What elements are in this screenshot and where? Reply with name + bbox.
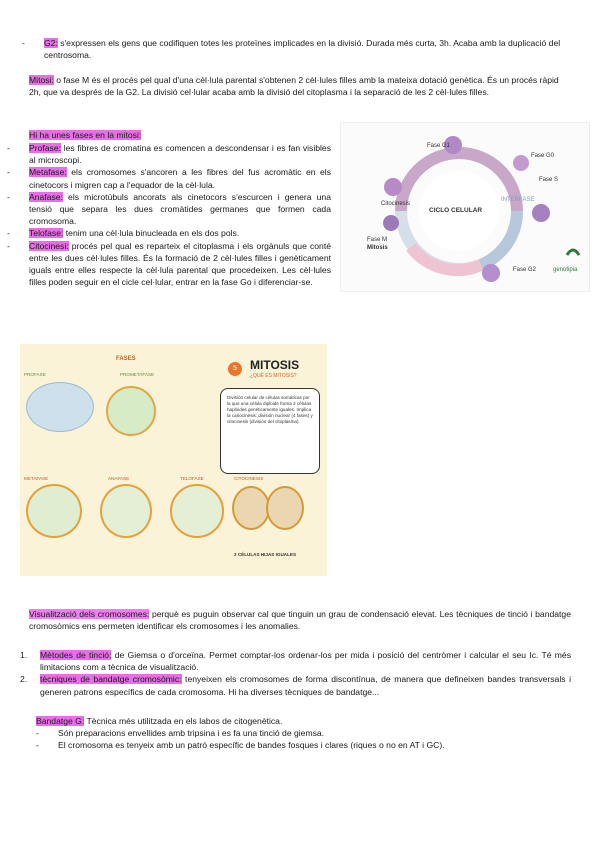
fases-heading-text: Hi ha unes fases en la mitosi:: [29, 130, 142, 140]
cell-s-icon: [532, 204, 550, 222]
phase-item: [29, 191, 331, 228]
g2-text: s'expressen els gens que codifiquen totes les proteïnes implicades en la divisió. Durada més curta, 3h. Acaba amb la duplicació del centrosoma.: [44, 38, 561, 61]
mitosis-prometafase-label: PROMETAFASE: [120, 372, 155, 377]
mitosis-result-label: 2 CÉLULAS HIJAS IGUALES: [234, 552, 297, 557]
cell-g0-icon: [513, 155, 529, 171]
cycle-s-label: Fase S: [539, 177, 559, 183]
cycle-g1-label: Fase G1: [427, 143, 451, 149]
mitosis-fases-label: FASES: [116, 356, 136, 362]
phase-text: tenim una cèl·lula binucleada en els dos pols.: [63, 228, 240, 239]
phase-item: [29, 166, 331, 190]
telofase-cell: [170, 484, 224, 538]
cycle-citocinesis-label: Citocinesis: [381, 201, 411, 207]
phase-term: Anafase:: [29, 191, 63, 202]
citocinesis-cell-a: [232, 486, 270, 530]
mitosis-anafase-label: ANAFASE: [108, 476, 130, 481]
brand-logo-icon: [567, 250, 579, 255]
method-text: tenyeixen els cromosomes de forma discontínua, de manera que defineixen bandes transversals i generen patrons específics de cada cromosoma. Hi ha diverses tècniques de bandatge...: [40, 674, 571, 697]
phase-term: Telofase:: [29, 228, 64, 239]
mitosis-title: MITOSIS: [250, 358, 300, 372]
cycle-arc-g2: [411, 247, 481, 270]
bandatge-g-term: Bandatge G:: [36, 716, 85, 726]
cycle-m-label: Fase M: [367, 237, 388, 243]
phase-text: procés pel qual es reparteix el citoplasma i els orgànuls que conté entre les dues cèl·lules filles. És la formació de 2 cèl·lules filles i genèticament iguals entre elles respecte la cèl·lula parental que procedeixen. Les cèl·lules filles poden seguir en el cicle cel·lular, entrar en la fase Go i diferenciar-se.: [29, 240, 331, 288]
method-term: tècniques de bandatge cromosòmic:: [40, 674, 182, 685]
bandatge-g-line: [36, 715, 556, 727]
mitosi-paragraph: [29, 74, 569, 98]
cell-m-icon: [383, 215, 399, 231]
bandatge-g-text: Tècnica més utilitzada en els labos de citogenètica.: [84, 716, 283, 726]
fases-heading: [29, 129, 141, 141]
mitosi-term: Mitosi:: [29, 75, 54, 85]
cycle-brand-label: genotipia: [553, 267, 578, 273]
anafase-cell: [100, 484, 152, 538]
phase-item: [29, 227, 331, 239]
g2-item: [22, 37, 564, 61]
cell-g2-icon: [482, 264, 500, 282]
cycle-g0-label: Fase G0: [531, 153, 555, 159]
profase-cell: [26, 382, 94, 432]
mitosis-metafase-label: METAFASE: [24, 476, 49, 481]
cycle-interfase-label: INTERFASE: [501, 197, 535, 203]
mitosis-subtitle: ¿QUÉ ES MITOSIS?: [250, 373, 297, 379]
visualitzacio-paragraph: [29, 608, 571, 632]
phase-text: les fibres de cromatina es comencen a descondensar i es fan visibles al microscopi.: [29, 143, 331, 166]
phase-item: [29, 240, 331, 289]
phases-list: [29, 142, 331, 288]
mitosis-telofase-label: TELOFASE: [180, 476, 204, 481]
method-item: [20, 673, 571, 697]
phase-text: els microtúbuls ancorats als cinetocors s'escurcen i genera una tensió que separa les dues cromàtides germanes que formen cada cromosoma.: [29, 191, 331, 227]
phase-term: Metafase:: [29, 167, 67, 178]
method-number: 2.: [20, 674, 28, 685]
g2-term: G2:: [44, 38, 58, 48]
mitosis-infographic: [20, 344, 327, 576]
mitosis-badge: 5: [228, 362, 242, 376]
cycle-center-label: CICLO CELULAR: [429, 207, 483, 214]
method-number: 1.: [20, 650, 28, 660]
phase-text: els cromosomes s'ancoren a les fibres del fus acromàtic en els cinetocors i migren cap a l'equador de la cèl·lula.: [29, 167, 331, 190]
cell-g1-icon: [384, 178, 402, 196]
method-term: Mètodes de tinció:: [40, 650, 112, 660]
phase-term: Profase:: [29, 143, 62, 153]
bandatge-item: - El cromosoma es tenyeix amb un patró específic de bandes fosques i clares (riques o no en AT i GC).: [58, 739, 556, 751]
cycle-mitosis-label: Mitosis: [367, 245, 388, 251]
method-text: de Giemsa o d'orceïna. Permet comptar-los ordenar-los per mida i posició del centròmer i calcular el seu Ic. Té més limitacions com a tècnica de visualització.: [40, 650, 571, 673]
bandatge-item: - Són preparacions envellides amb tripsina i es fa una tinció de giemsa.: [58, 727, 556, 739]
mitosi-text: o fase M és el procés pel qual d'una cèl·lula parental s'obtenen 2 cèl·lules filles amb la mateixa dotació genètica. És un procés ràpid 2h, que va després de la G2. La divisió cel·lular acaba amb la divisió del citoplasma i la separació de les 2 cèl·lules filles.: [29, 75, 559, 98]
mitosis-definition-box: [220, 388, 320, 474]
phase-item: [29, 142, 331, 166]
mitosis-definition-text: División celular de células somáticas por la que una célula diploide forma 2 células haploides genéticamente iguales. Implica la cariocinesis: división nuclear (4 fases) y citocinesis (división del citoplasma).: [227, 395, 313, 424]
methods-list: [20, 649, 571, 698]
bullet-dash: -: [22, 38, 25, 48]
metafase-cell: [26, 484, 82, 538]
visualitzacio-text: perquè es puguin observar cal que tinguin un grau de condensació elevat. Les tècniques de tinció i bandatge cromosòmics ens permeten identificar els cromosomes i les anomalies.: [29, 609, 571, 632]
citocinesis-cell-b: [266, 486, 304, 530]
visualitzacio-term: Visualització dels cromosomes:: [29, 609, 150, 619]
prometafase-cell: [106, 386, 156, 436]
mitosis-citocinesis-label: CITOCINESIS: [234, 476, 264, 481]
mitosis-profase-label: PROFASE: [24, 372, 46, 377]
phase-term: Citocinesi:: [29, 240, 69, 251]
bandatge-g-block: [36, 715, 556, 752]
cell-cycle-figure: [340, 122, 590, 292]
cycle-g2-label: Fase G2: [513, 267, 537, 273]
method-item: [20, 649, 571, 673]
